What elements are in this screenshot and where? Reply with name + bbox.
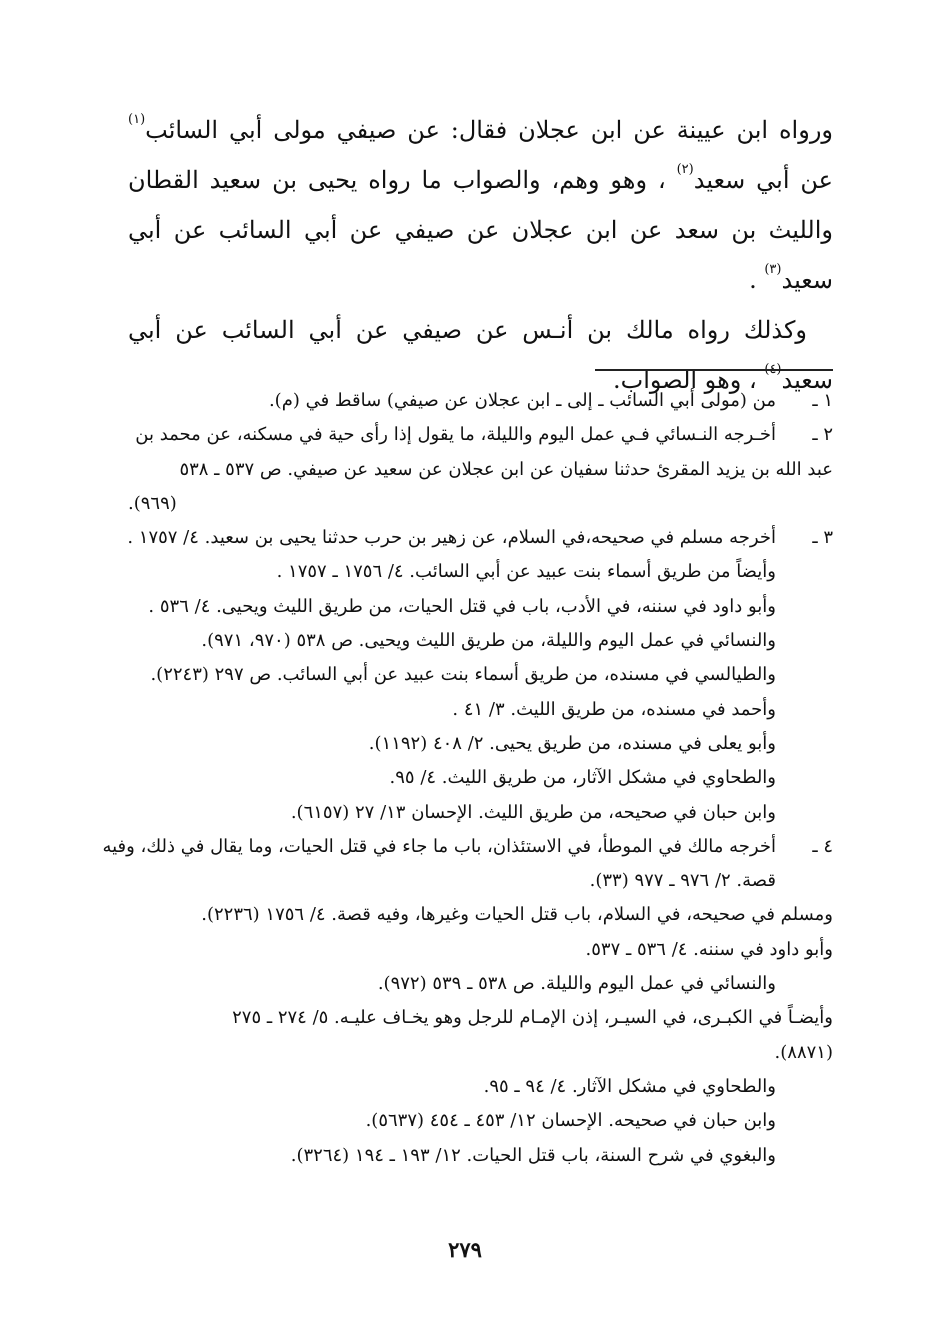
footnote-line: أخرجه مالك في الموطأ، في الاستئذان، باب ما جاء في قتل الحيات، وما يقال في ذلك، وفيه <box>102 835 776 857</box>
footnote-line: ومسلم في صحيحه، في السلام، باب قتل الحيات وغيرها، وفيه قصة. ٤/ ١٧٥٦ (٢٢٣٦). <box>201 904 833 926</box>
text-run: ، وهو وهم، والصواب ما رواه يحيى بن سعيد القطان والليث بن سعد عن ابن عجلان عن صيفي عن أبي السائب عن أبي سعيد <box>128 166 833 294</box>
footnote-2 <box>128 418 833 521</box>
footnote-line: أخرجه مسلم في صحيحه،في السلام، عن زهير بن حرب حدثنا يحيى بن سعيد. ٤/ ١٧٥٧ . <box>127 527 776 549</box>
footnote-line: عبد الله بن يزيد المقرئ حدثنا سفيان عن ابن عجلان عن سعيد عن صيفي. ص ٥٣٧ ـ ٥٣٨ <box>179 458 833 480</box>
footnote-line: وأبو يعلى في مسنده، من طريق يحيى. ٢/ ٤٠٨ (١١٩٢). <box>368 732 776 754</box>
footnote-number: ٢ ـ <box>812 424 833 446</box>
footnote-line: وأحمد في مسنده، من طريق الليث. ٣/ ٤١ . <box>452 698 776 720</box>
footnote-line: وأيضاً من طريق أسماء بنت عبيد عن أبي السائب. ٤/ ١٧٥٦ ـ ١٧٥٧ . <box>276 561 776 583</box>
footnote-line: وأيضـاً في الكبـرى، في السيـر، إذن الإمـام للرجل وهو يخـاف عليـه. ٥/ ٢٧٤ ـ ٢٧٥ <box>232 1007 833 1029</box>
text-run: . <box>749 266 765 294</box>
footnote-3 <box>128 521 833 830</box>
footnote-line: وابن حبان في صحيحه، من طريق الليث. الإحسان ١٣/ ٢٧ (٦١٥٧). <box>290 801 776 823</box>
footnote-4 <box>102 830 833 1173</box>
footnote-line: من (مولى أبي السائب ـ إلى ـ ابن عجلان عن صيفي) ساقط في (م). <box>268 390 776 411</box>
footnote-line: والبغوي في شرح السنة، باب قتل الحيات. ١٢/ ١٩٣ ـ ١٩٤ (٣٢٦٤). <box>290 1144 776 1166</box>
footnote-1 <box>128 384 833 418</box>
text-run: ، وهو الصواب. <box>612 366 765 394</box>
footnote-ref-2[interactable]: (٢) <box>676 162 694 177</box>
footnotes <box>102 384 833 1173</box>
footnote-ref-4[interactable]: (٤) <box>764 362 782 377</box>
footnote-line: والطحاوي في مشكل الآثار، من طريق الليث. ٤/ ٩٥. <box>389 767 776 789</box>
footnote-number: ٤ ـ <box>812 835 833 857</box>
footnote-line: والطحاوي في مشكل الآثار. ٤/ ٩٤ ـ ٩٥. <box>483 1075 776 1097</box>
footnote-line: أخـرجه النـسائي فـي عمل اليوم والليلة، ما يقول إذا رأى حية في مسكنه، عن محمد بن <box>135 424 776 446</box>
footnote-line: (٩٦٩). <box>128 492 177 514</box>
page-number: ٢٧٩ <box>448 1237 482 1262</box>
main-text <box>128 105 833 405</box>
footnote-line: قصة. ٢/ ٩٧٦ ـ ٩٧٧ (٣٣). <box>589 870 776 892</box>
footnote-line: وأبو داود في سننه. ٤/ ٥٣٦ ـ ٥٣٧. <box>585 938 833 960</box>
footnote-ref-3[interactable]: (٣) <box>764 262 782 277</box>
text-run: وكذلك رواه مالك بن أنـس عن صيفي عن أبي السائب عن أبي سعيد <box>128 316 833 394</box>
footnote-separator <box>595 369 833 371</box>
footnote-ref-1[interactable]: (١) <box>128 112 146 127</box>
footnote-line: (٨٨٧١). <box>774 1041 833 1063</box>
footnote-line: وابن حبان في صحيحه. الإحسان ١٢/ ٤٥٣ ـ ٤٥٤ (٥٦٣٧). <box>365 1110 776 1132</box>
footnote-line: والنسائي في عمل اليوم والليلة. ص ٥٣٨ ـ ٥٣٩ (٩٧٢). <box>377 973 776 995</box>
footnote-line: والنسائي في عمل اليوم والليلة، من طريق الليث ويحيى. ص ٥٣٨ (٩٧٠، ٩٧١). <box>201 630 776 652</box>
footnote-line: وأبو داود في سننه، في الأدب، باب في قتل الحيات، من طريق الليث ويحيى. ٤/ ٥٣٦ . <box>148 595 776 617</box>
footnote-number: ١ ـ <box>812 390 833 411</box>
text-run: عن أبي سعيد <box>693 166 833 194</box>
text-run: ورواه ابن عيينة عن ابن عجلان فقال: عن صيفي مولى أبي السائب <box>145 116 833 144</box>
footnote-line: والطيالسي في مسنده، من طريق أسماء بنت عبيد عن أبي السائب. ص ٢٩٧ (٢٢٤٣). <box>150 664 776 686</box>
paragraph-1 <box>128 105 833 305</box>
footnote-number: ٣ ـ <box>812 527 833 549</box>
